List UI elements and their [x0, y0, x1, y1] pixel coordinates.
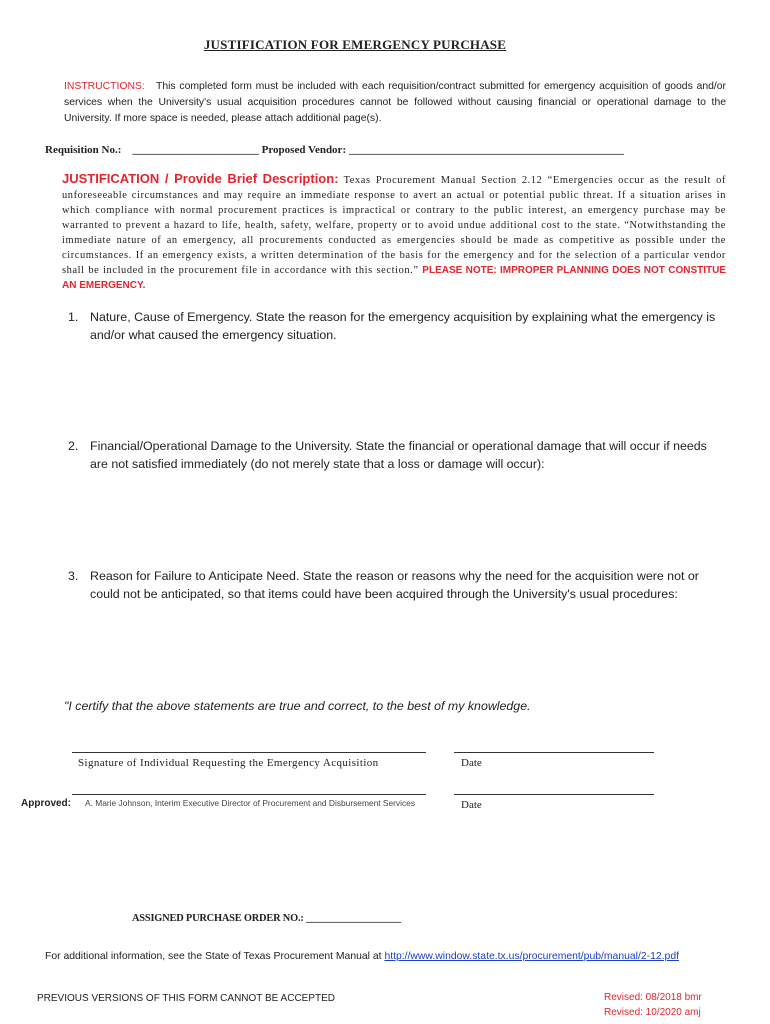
signature-label: Signature of Individual Requesting the Emergency Acquisition [78, 757, 379, 769]
question-text: Nature, Cause of Emergency. State the reason for the emergency acquisition by explaining what the emergency is and/or what caused the emergency situation. [90, 310, 716, 342]
question-2 [68, 437, 728, 473]
form-title: JUSTIFICATION FOR EMERGENCY PURCHASE [203, 37, 507, 52]
justification-heading: JUSTIFICATION / Provide Brief Description: [62, 171, 339, 186]
requisition-field[interactable]: _______________________ [132, 144, 259, 156]
info-text: For additional information, see the State of Texas Procurement Manual at [45, 951, 382, 962]
instructions [64, 79, 726, 127]
procurement-manual-link[interactable]: http://www.window.state.tx.us/procurement/pub/manual/2-12.pdf [384, 951, 679, 962]
justification-block [62, 171, 726, 293]
previous-versions-notice: PREVIOUS VERSIONS OF THIS FORM CANNOT BE ACCEPTED [37, 993, 336, 1004]
po-label: ASSIGNED PURCHASE ORDER NO.: [132, 913, 304, 924]
justification-text: Texas Procurement Manual Section 2.12 “Emergencies occur as the result of unforeseeable circumstances and may require an immediate response to avert an actual or potential public threat. If a situation arises in which compliance with normal procurement practices is impractical or contrary to the public interest, an emergency purchase may be warranted to prevent a hazard to life, health, safety, welfare, property or to avoid undue additional cost to the state. “Notwithstanding the immediate nature of an emergency, all procurements conducted as emergencies should be made as competitive as possible under the circumstances. If an emergency exists, a written determination of the basis for the emergency and for the selection of a particular vendor shall be included in the procurement file in accordance with this section.” [62, 175, 726, 276]
instructions-label: INSTRUCTIONS: [64, 81, 145, 92]
please-note: PLEASE NOTE: IMPROPER PLANNING DOES NOT CONSTITUE AN EMERGENCY. [62, 265, 726, 291]
vendor-field[interactable]: __________________________________________________ [348, 144, 624, 156]
date-line-1[interactable] [454, 752, 654, 753]
requisition-vendor-row [45, 144, 624, 156]
date-label-2: Date [461, 799, 482, 811]
approved-label: Approved: [21, 798, 71, 809]
question-number: 3. [68, 569, 79, 583]
instructions-text: This completed form must be included with each requisition/contract submitted for emergency acquisition of goods and/or services when the University's usual acquisition procedures cannot be followed without causing financial or operational damage to the University. If more space is needed, please attach additional page(s). [64, 81, 726, 124]
vendor-label: Proposed Vendor: [261, 144, 347, 156]
question-3 [68, 567, 728, 603]
date-label-1: Date [461, 757, 482, 769]
certification-statement: "I certify that the above statements are true and correct, to the best of my knowledge. [64, 699, 531, 713]
purchase-order-row [132, 913, 401, 924]
requisition-label: Requisition No.: [45, 144, 122, 156]
date-line-2[interactable] [454, 794, 654, 795]
question-1 [68, 308, 728, 344]
po-field[interactable]: ___________________ [306, 913, 401, 924]
revised-2: Revised: 10/2020 amj [604, 1007, 701, 1018]
approval-signature-line[interactable] [72, 794, 426, 795]
question-text: Reason for Failure to Anticipate Need. State the reason or reasons why the need for the acquisition were not or could not be anticipated, so that items could have been acquired through the University's usual procedures: [90, 569, 699, 601]
additional-info [45, 951, 679, 962]
question-number: 1. [68, 310, 79, 324]
approver-name: A. Marie Johnson, Interim Executive Director of Procurement and Disbursement Services [85, 798, 416, 808]
revised-1: Revised: 08/2018 bmr [604, 992, 702, 1003]
question-number: 2. [68, 439, 79, 453]
signature-line[interactable] [72, 752, 426, 753]
question-text: Financial/Operational Damage to the University. State the financial or operational damage that will occur if needs are not satisfied immediately (do not merely state that a loss or damage will occur): [90, 439, 707, 471]
